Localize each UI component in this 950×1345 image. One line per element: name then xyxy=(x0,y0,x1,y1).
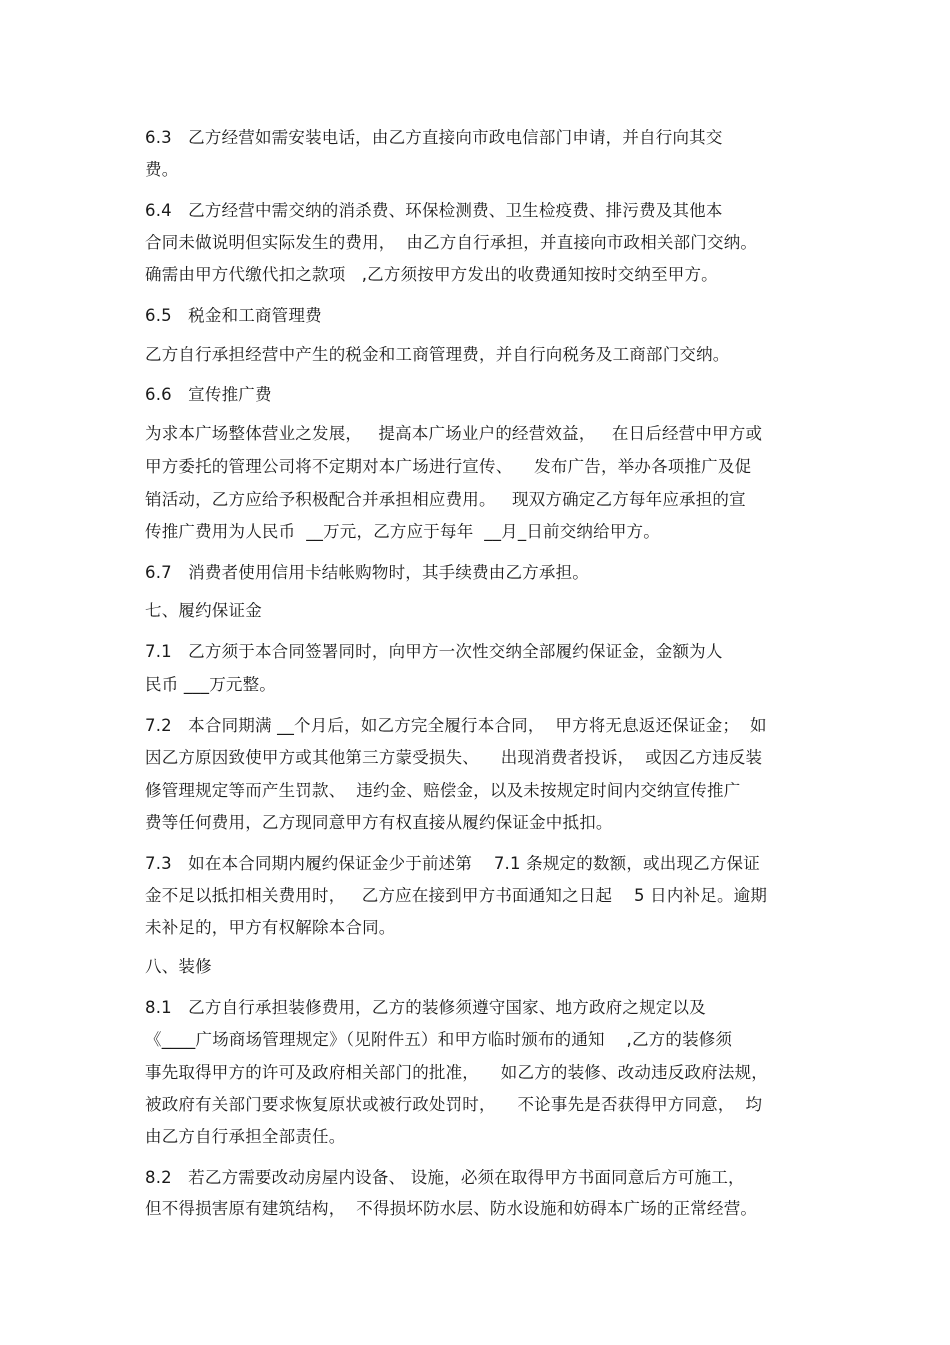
text-line: 为求本广场整体营业之发展， 提高本广场业户的经营效益， 在日后经营中甲方或 xyxy=(145,424,763,443)
text-line: 由乙方自行承担全部责任。 xyxy=(145,1127,346,1146)
text-line: 未补足的，甲方有权解除本合同。 xyxy=(145,918,396,937)
text-line: 销活动，乙方应给予积极配合并承担相应费用。 现双方确定乙方每年应承担的宣 xyxy=(145,490,746,509)
section-heading: 6.5 税金和工商管理费 xyxy=(145,306,322,325)
text-line: 但不得损害原有建筑结构， 不得损坏防水层、防水设施和妨碍本广场的正常经营。 xyxy=(145,1199,758,1218)
text-line: 乙方自行承担经营中产生的税金和工商管理费，并自行向税务及工商部门交纳。 xyxy=(145,345,730,364)
text-line: 7.1 乙方须于本合同签署同时，向甲方一次性交纳全部履约保证金，金额为人 xyxy=(145,642,723,661)
section-heading: 6.6 宣传推广费 xyxy=(145,385,272,404)
text-line: 费。 xyxy=(145,160,179,179)
text-line: 8.1 乙方自行承担装修费用，乙方的装修须遵守国家、地方政府之规定以及 xyxy=(145,998,706,1017)
text-line: 甲方委托的管理公司将不定期对本广场进行宣传、 发布广告，举办各项推广及促 xyxy=(145,457,752,476)
text-line: 事先取得甲方的许可及政府相关部门的批准， 如乙方的装修、改动违反政府法规， xyxy=(145,1063,768,1082)
text-line: 6.7 消费者使用信用卡结帐购物时，其手续费由乙方承担。 xyxy=(145,563,589,582)
text-line: 7.2 本合同期满 __个月后，如乙方完全履行本合同， 甲方将无息返还保证金； 如 xyxy=(145,716,767,735)
text-line: 金不足以抵扣相关费用时， 乙方应在接到甲方书面通知之日起 5 日内补足。逾期 xyxy=(145,886,768,905)
text-line: 被政府有关部门要求恢复原状或被行政处罚时， 不论事先是否获得甲方同意， 均 xyxy=(145,1095,763,1114)
text-line: 费等任何费用，乙方现同意甲方有权直接从履约保证金中抵扣。 xyxy=(145,813,613,832)
text-line: 6.4 乙方经营中需交纳的消杀费、环保检测费、卫生检疫费、排污费及其他本 xyxy=(145,201,723,220)
text-line: 8.2 若乙方需要改动房屋内设备、 设施，必须在取得甲方书面同意后方可施工， xyxy=(145,1168,745,1187)
text-line: 传推广费用为人民币 __万元，乙方应于每年 __月_日前交纳给甲方。 xyxy=(145,522,660,541)
text-line: 确需由甲方代缴代扣之款项 ,乙方须按甲方发出的收费通知按时交纳至甲方。 xyxy=(145,265,718,284)
chapter-heading: 八、装修 xyxy=(145,957,212,976)
text-line: 合同未做说明但实际发生的费用， 由乙方自行承担，并直接向市政相关部门交纳。 xyxy=(145,233,758,252)
text-line: 《____广场商场管理规定》（见附件五）和甲方临时颁布的通知 ,乙方的装修须 xyxy=(145,1030,733,1049)
text-line: 6.3 乙方经营如需安装电话，由乙方直接向市政电信部门申请，并自行向其交 xyxy=(145,128,723,147)
chapter-heading: 七、履约保证金 xyxy=(145,601,262,620)
text-line: 民币 ___万元整。 xyxy=(145,675,276,694)
text-line: 修管理规定等而产生罚款、 违约金、赔偿金，以及未按规定时间内交纳宣传推广 xyxy=(145,781,741,800)
text-line: 因乙方原因致使甲方或其他第三方蒙受损失、 出现消费者投诉， 或因乙方违反装 xyxy=(145,748,763,767)
text-line: 7.3 如在本合同期内履约保证金少于前述第 7.1 条规定的数额，或出现乙方保证 xyxy=(145,854,760,873)
